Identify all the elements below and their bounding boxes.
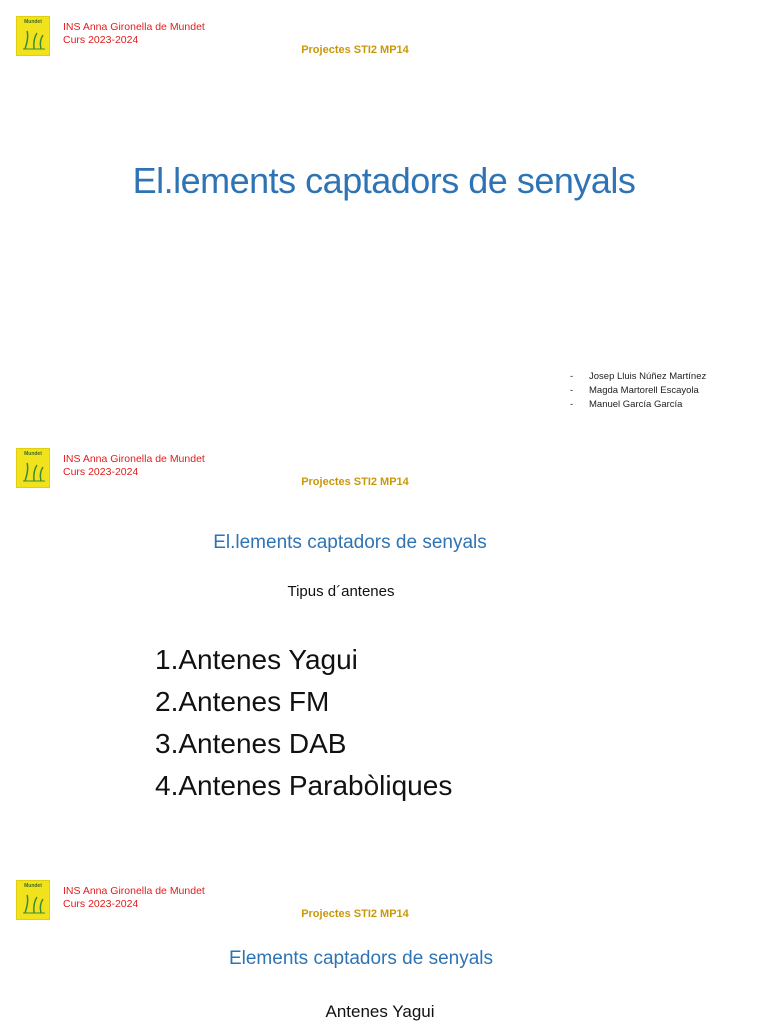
slide-title: El.lements captadors de senyals <box>213 532 487 553</box>
slide-title: Elements captadors de senyals <box>228 948 494 969</box>
school-year: Curs 2023-2024 <box>63 898 139 910</box>
slide-1 <box>0 0 768 432</box>
author-item: - Manuel García García <box>570 398 706 412</box>
school-name: INS Anna Gironella de Mundet <box>63 21 205 33</box>
antenna-type-item: 3.Antenes DAB <box>155 728 347 759</box>
school-year: Curs 2023-2024 <box>63 34 139 46</box>
antenna-type-item: 2.Antenes FM <box>155 686 330 717</box>
logo-text: Mundet <box>24 883 42 889</box>
project-label: Projectes STI2 MP14 <box>301 476 409 488</box>
school-name: INS Anna Gironella de Mundet <box>63 453 205 465</box>
antenna-type-list <box>155 639 452 807</box>
school-year: Curs 2023-2024 <box>63 466 139 478</box>
slide-subtitle: Tipus d´antenes <box>287 583 395 600</box>
logo-text: Mundet <box>24 451 42 457</box>
project-label: Projectes STI2 MP14 <box>301 908 409 920</box>
project-label: Projectes STI2 MP14 <box>301 44 409 56</box>
antenna-type-item: 1.Antenes Yagui <box>155 644 358 675</box>
slide-3 <box>0 864 768 1024</box>
author-item: - Josep Lluis Núñez Martínez <box>570 370 706 384</box>
slide-title: El.lements captadors de senyals <box>132 160 636 201</box>
antenna-type-item: 4.Antenes Parabòliques <box>155 770 453 801</box>
author-item: - Magda Martorell Escayola <box>570 384 706 398</box>
logo-text: Mundet <box>24 19 42 25</box>
school-name: INS Anna Gironella de Mundet <box>63 885 205 897</box>
slide-subtitle: Antenes Yagui <box>325 1002 435 1021</box>
slide-2 <box>0 432 768 864</box>
author-list <box>570 370 706 412</box>
